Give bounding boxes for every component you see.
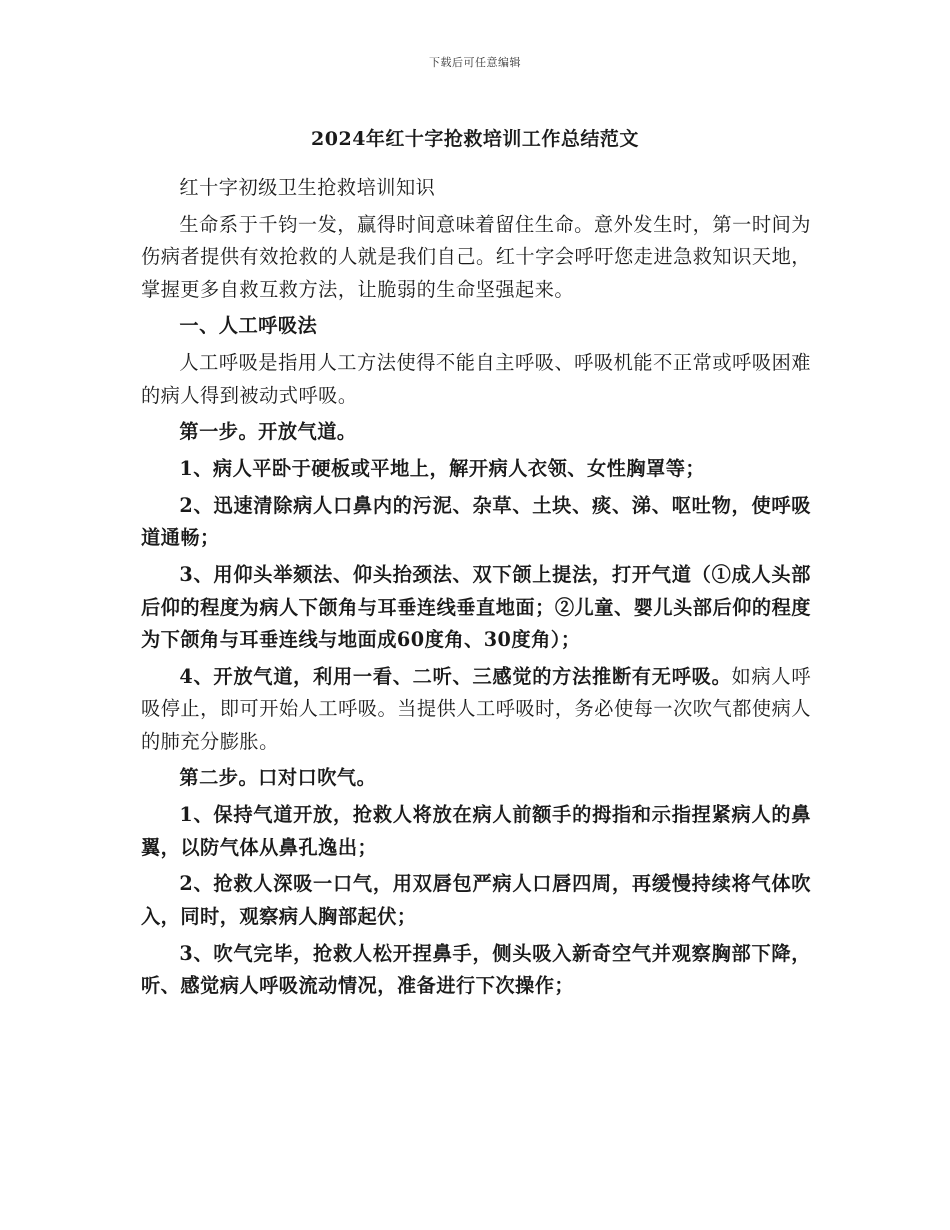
paragraph-intro: 生命系于千钧一发，赢得时间意味着留住生命。意外发生时，第一时间为伤病者提供有效抢救的人就是我们自己。红十字会呼吁您走进急救知识天地，掌握更多自救互救方法，让脆弱的生命坚强起来。 — [141, 212, 811, 301]
paragraph-definition: 人工呼吸是指用人工方法使得不能自主呼吸、呼吸机能不正常或呼吸困难的病人得到被动式呼吸。 — [141, 351, 811, 407]
document-body — [141, 172, 811, 1007]
step-heading-1: 第一步。开放气道。 — [179, 420, 357, 444]
document-title: 2024年红十字抢救培训工作总结范文 — [311, 128, 639, 150]
section-heading-artificial-respiration: 一、人工呼吸法 — [179, 314, 318, 338]
step1-item-4-bold: 4、开放气道，利用一看、二听、三感觉的方法推断有无呼吸。 — [179, 664, 732, 688]
paragraph-subtitle: 红十字初级卫生抢救培训知识 — [179, 176, 436, 199]
step1-item-4-normal: 如病人呼吸停止，即可开始人工呼吸。当提供人工呼吸时，务必使每一次吹气都使病人的肺充分膨胀。 — [141, 664, 812, 753]
step-heading-2: 第二步。口对口吹气。 — [179, 766, 377, 790]
step2-item-1: 1、保持气道开放，抢救人将放在病人前额手的拇指和示指捏紧病人的鼻翼，以防气体从鼻孔逸出； — [141, 803, 811, 859]
step1-item-4 — [141, 661, 811, 758]
step1-item-1: 1、病人平卧于硬板或平地上，解开病人衣领、女性胸罩等； — [179, 457, 706, 481]
step2-item-2: 2、抢救人深吸一口气，用双唇包严病人口唇四周，再缓慢持续将气体吹入，同时，观察病人胸部起伏； — [141, 872, 811, 928]
page-header-note: 下载后可任意编辑 — [429, 56, 521, 69]
step1-item-2: 2、迅速清除病人口鼻内的污泥、杂草、土块、痰、涕、呕吐物，使呼吸道通畅； — [141, 494, 811, 550]
step1-item-3: 3、用仰头举颏法、仰头抬颈法、双下颌上提法，打开气道（①成人头部后仰的程度为病人下颌角与耳垂连线垂直地面；②儿童、婴儿头部后仰的程度为下颌角与耳垂连线与地面成60度角、30度角）； — [141, 563, 811, 652]
step2-item-3: 3、吹气完毕，抢救人松开捏鼻手，侧头吸入新奇空气并观察胸部下降，听、感觉病人呼吸流动情况，准备进行下次操作； — [141, 941, 811, 998]
